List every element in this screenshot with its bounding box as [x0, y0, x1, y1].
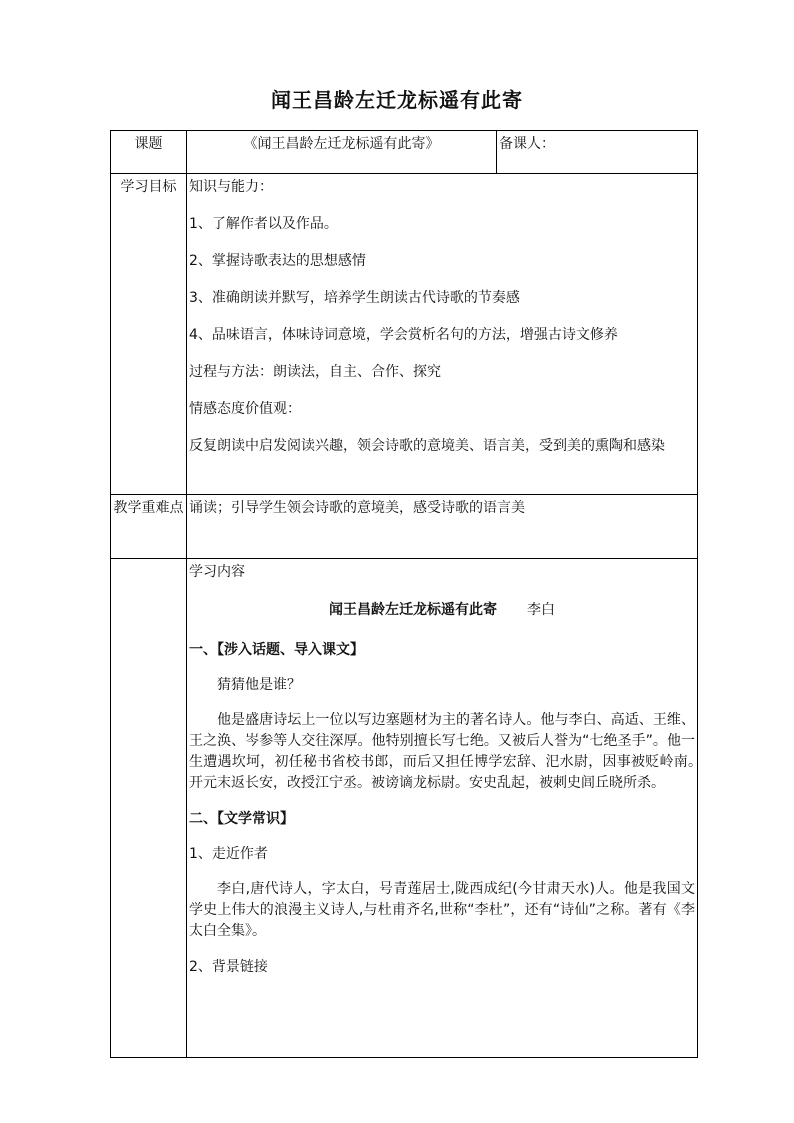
goal-item: 1、了解作者以及作品。	[189, 216, 338, 232]
author-intro: 李白,唐代诗人，字太白，号青莲居士,陇西成纪(今甘肃天水)人。他是我国文学史上伟大的浪漫主义诗人,与杜甫齐名,世称“李杜”，还有“诗仙”之称。著有《李太白全集》。	[189, 881, 695, 939]
poet-intro: 他是盛唐诗坛上一位以写边塞题材为主的著名诗人。他与李白、高适、王维、王之涣、岑参等人交往深厚。他特别擅长写七绝。又被后人誉为“七绝圣手”。他一生遭遇坎坷，初任秘书省校书郎，而后又担任博学宏辞、汜水尉，因事被贬岭南。 开元末返长安，改授江宁丞。被谤谪龙标尉。安史乱起，被刺史闾丘晓所杀。	[189, 712, 709, 791]
page-title: 闻王昌龄左迁龙标遥有此寄	[271, 88, 523, 112]
poem-title: 闻王昌龄左迁龙标遥有此寄	[329, 602, 497, 618]
row-topic	[111, 131, 698, 174]
lesson-plan-table	[110, 130, 709, 1058]
poem-heading	[189, 600, 695, 620]
content-cell	[187, 559, 709, 1058]
section-title: 二、【文学常识】	[189, 811, 294, 827]
subsection-title: 1、走近作者	[189, 846, 268, 862]
guess-text: 猜猜他是谁？	[217, 677, 301, 693]
subsection-title: 2、背景链接	[189, 959, 268, 975]
goal-item: 知识与能力：	[189, 179, 273, 195]
goal-item: 过程与方法：朗读法，自主、合作、探究	[189, 364, 441, 380]
row-key-points	[111, 495, 698, 559]
goal-item: 3、准确朗读并默写，培养学生朗读古代诗歌的节奏感	[189, 290, 520, 306]
goal-item: 情感态度价值观：	[189, 401, 301, 417]
topic-label: 课题	[111, 131, 187, 174]
goal-item: 2、掌握诗歌表达的思想感情	[189, 253, 366, 269]
topic-value: 《闻王昌龄左迁龙标遥有此寄》	[187, 131, 497, 174]
content-header: 学习内容	[189, 564, 245, 580]
poem-author: 李白	[527, 602, 555, 618]
row-goals	[111, 174, 698, 495]
goals-content	[187, 174, 698, 495]
key-points-label: 教学重难点	[111, 495, 187, 559]
section-title: 一、【涉入话题、导入课文】	[189, 642, 364, 658]
goal-item: 4、品味语言，体味诗词意境，学会赏析名句的方法，增强古诗文修养	[189, 327, 618, 343]
goal-item: 反复朗读中启发阅读兴趣，领会诗歌的意境美、语言美，受到美的熏陶和感染	[189, 438, 665, 454]
content-label-cell	[111, 559, 187, 1058]
row-content	[111, 559, 698, 1058]
key-points-value: 诵读；引导学生领会诗歌的意境美，感受诗歌的语言美	[187, 495, 698, 559]
goals-label: 学习目标	[111, 174, 187, 495]
preparer-label: 备课人：	[497, 131, 698, 174]
